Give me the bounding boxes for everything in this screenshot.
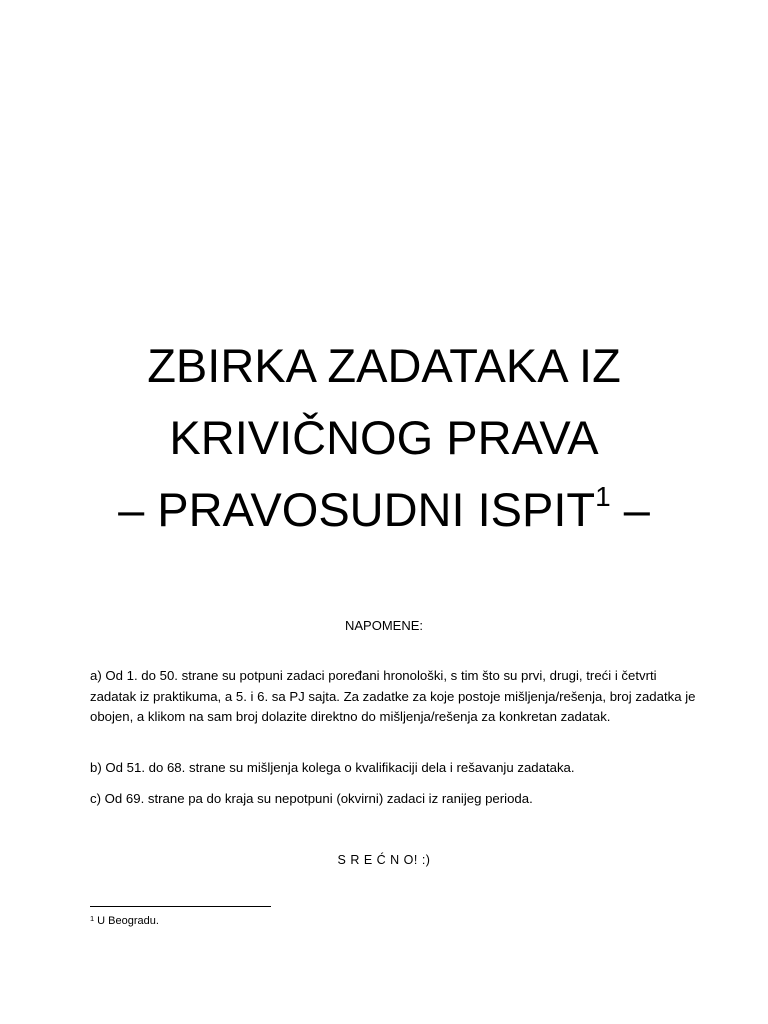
note-item-c: c) Od 69. strane pa do kraja su nepotpuni (okvirni) zadaci iz ranijeg perioda. bbox=[90, 791, 533, 806]
notes-heading: NAPOMENE: bbox=[344, 618, 423, 633]
title-line-3-text: – PRAVOSUDNI ISPIT bbox=[118, 483, 596, 536]
footnote-separator bbox=[90, 906, 271, 907]
footnote bbox=[90, 914, 159, 928]
note-item-b: b) Od 51. do 68. strane su mišljenja kolega o kvalifikaciji dela i rešavanju zadataka. bbox=[90, 760, 575, 775]
title-line-2: KRIVIČNOG PRAVA bbox=[169, 411, 599, 464]
document-title bbox=[0, 330, 768, 546]
footnote-reference[interactable]: 1 bbox=[595, 481, 611, 512]
title-line-3 bbox=[0, 474, 768, 546]
note-item-a: a) Od 1. do 50. strane su potpuni zadaci poređani hronološki, s tim što su prvi, drugi, treći i četvrti zadatak iz praktikuma, a 5. i 6. sa PJ sajta. Za zadatke za koje postoje mišljenja/rešenja, broj zadatka je obojen, a klikom na sam broj dolazite direktno do mišljenja/rešenja za konkretan zadatak. bbox=[90, 668, 696, 724]
title-line-1: ZBIRKA ZADATAKA IZ bbox=[147, 339, 621, 392]
closing-greeting: S R E Ć N O! :) bbox=[337, 853, 431, 867]
title-line-3-suffix: – bbox=[610, 483, 650, 536]
footnote-text: U Beogradu. bbox=[97, 915, 159, 927]
footnote-mark: 1 bbox=[90, 914, 95, 923]
